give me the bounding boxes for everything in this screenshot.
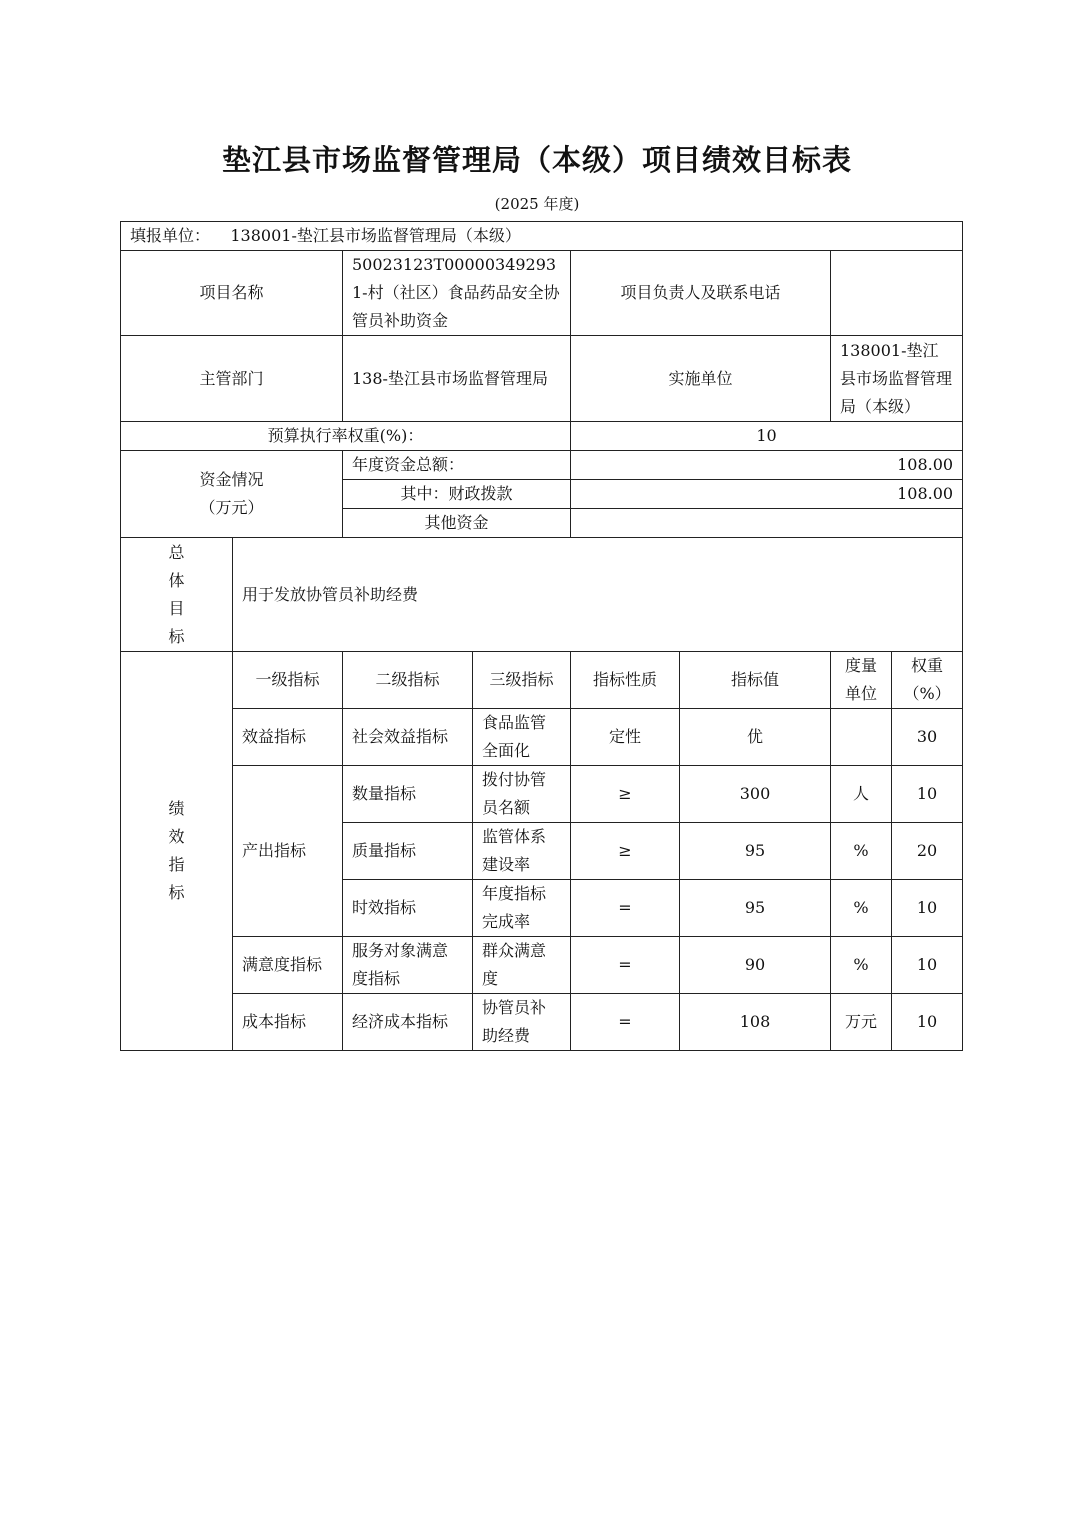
impl-unit-label: 实施单位	[571, 336, 831, 422]
l3-cell: 监管体系建设率	[473, 823, 571, 880]
overall-goal-value: 用于发放协管员补助经费	[233, 538, 963, 652]
l3-cell: 协管员补助经费	[473, 994, 571, 1051]
funds-fiscal-label: 其中：财政拨款	[343, 480, 571, 509]
value-cell: 95	[680, 823, 831, 880]
value-cell: 优	[680, 709, 831, 766]
value-cell: 95	[680, 880, 831, 937]
l3-cell: 群众满意度	[473, 937, 571, 994]
unit-cell: %	[831, 880, 892, 937]
table-row	[121, 709, 963, 766]
value-cell: 90	[680, 937, 831, 994]
l2-cell: 数量指标	[343, 766, 473, 823]
performance-table	[120, 221, 963, 1051]
perf-header-row	[121, 652, 963, 709]
unit-cell: 人	[831, 766, 892, 823]
l1-cell: 效益指标	[233, 709, 343, 766]
weight-cell: 10	[892, 766, 963, 823]
fill-unit	[121, 222, 963, 251]
fiscal-year: (2025 年度)	[494, 195, 580, 213]
nature-cell: ≥	[571, 766, 680, 823]
nature-cell: =	[571, 994, 680, 1051]
header-unit: 度量单位	[831, 652, 892, 709]
l2-cell: 时效指标	[343, 880, 473, 937]
project-name-value: 50023123T000003492931-村（社区）食品药品安全协管员补助资金	[343, 251, 571, 336]
l1-cell: 成本指标	[233, 994, 343, 1051]
unit-cell: 万元	[831, 994, 892, 1051]
funds-other-label: 其他资金	[343, 509, 571, 538]
page-title: 垫江县市场监督管理局（本级）项目绩效目标表	[221, 143, 852, 177]
value-cell: 300	[680, 766, 831, 823]
nature-cell: 定性	[571, 709, 680, 766]
impl-unit-value: 138001-垫江县市场监督管理局（本级）	[831, 336, 963, 422]
l1-cell: 产出指标	[233, 766, 343, 937]
header-l1: 一级指标	[233, 652, 343, 709]
funds-total-value: 108.00	[571, 451, 963, 480]
funds-label	[121, 451, 343, 538]
fill-unit-label: 填报单位：	[130, 226, 211, 245]
table-row	[121, 937, 963, 994]
dept-label: 主管部门	[121, 336, 343, 422]
nature-cell: =	[571, 937, 680, 994]
value-cell: 108	[680, 994, 831, 1051]
overall-goal-label	[121, 538, 233, 652]
l2-cell: 质量指标	[343, 823, 473, 880]
l2-cell: 社会效益指标	[343, 709, 473, 766]
l1-cell: 满意度指标	[233, 937, 343, 994]
l2-cell: 经济成本指标	[343, 994, 473, 1051]
table-row	[121, 994, 963, 1051]
contact-label: 项目负责人及联系电话	[571, 251, 831, 336]
funds-unit: （万元）	[199, 498, 264, 517]
unit-cell: %	[831, 823, 892, 880]
budget-weight-value: 10	[571, 422, 963, 451]
project-name-label: 项目名称	[121, 251, 343, 336]
weight-cell: 20	[892, 823, 963, 880]
fill-unit-value: 138001-垫江县市场监督管理局（本级）	[230, 226, 521, 245]
header-l2: 二级指标	[343, 652, 473, 709]
unit-cell: %	[831, 937, 892, 994]
l3-cell: 年度指标完成率	[473, 880, 571, 937]
contact-value	[831, 251, 963, 336]
header-weight: 权重（%）	[892, 652, 963, 709]
dept-value: 138-垫江县市场监督管理局	[343, 336, 571, 422]
l3-cell: 食品监管全面化	[473, 709, 571, 766]
l2-cell: 服务对象满意度指标	[343, 937, 473, 994]
weight-cell: 10	[892, 880, 963, 937]
unit-cell	[831, 709, 892, 766]
funds-total-label: 年度资金总额：	[343, 451, 571, 480]
header-value: 指标值	[680, 652, 831, 709]
weight-cell: 10	[892, 994, 963, 1051]
funds-fiscal-value: 108.00	[571, 480, 963, 509]
funds-other-value	[571, 509, 963, 538]
l3-cell: 拨付协管员名额	[473, 766, 571, 823]
nature-cell: =	[571, 880, 680, 937]
table-row	[121, 766, 963, 823]
header-nature: 指标性质	[571, 652, 680, 709]
funds-title: 资金情况	[199, 470, 264, 489]
perf-label	[121, 652, 233, 1051]
weight-cell: 30	[892, 709, 963, 766]
header-l3: 三级指标	[473, 652, 571, 709]
weight-cell: 10	[892, 937, 963, 994]
perf-label-text: 绩效指标	[168, 799, 185, 902]
nature-cell: ≥	[571, 823, 680, 880]
budget-weight-label: 预算执行率权重(%)：	[121, 422, 571, 451]
overall-goal-label-text: 总体目标	[168, 542, 185, 646]
